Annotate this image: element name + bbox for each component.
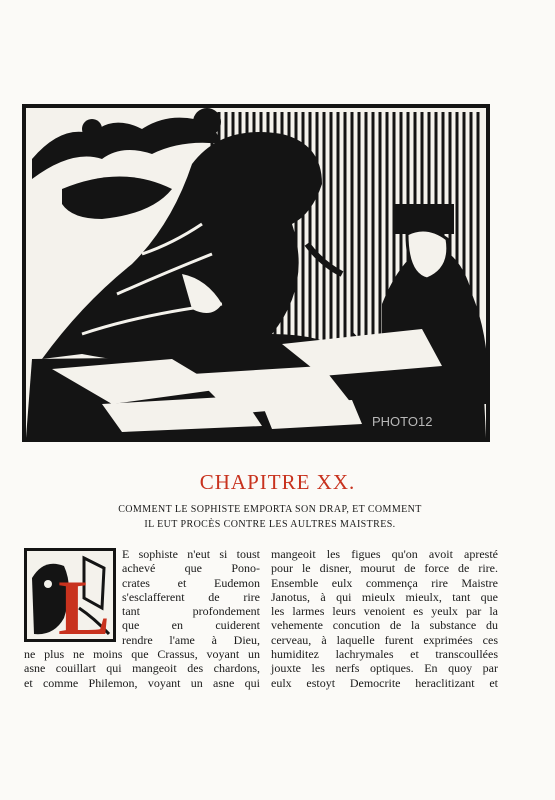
text-line: jouxte les nerfs optiques. En quoy par — [271, 661, 498, 676]
text-line: eulx estoyt Democrite heraclitizant et — [271, 675, 498, 690]
text-line: achevé que Pono- — [122, 561, 260, 576]
text-line: s'esclafferent de rire — [122, 589, 260, 604]
text-line: crates et Eudemon — [122, 575, 260, 590]
text-line: et comme Philemon, voyant un asne qui — [24, 675, 260, 690]
subtitle-line: COMMENT LE SOPHISTE EMPORTA SON DRAP, ET COMMENT — [118, 504, 422, 515]
text-line: humiditez lachrymales et transcoullées — [271, 647, 498, 662]
text-line: ne plus ne moins que Crassus, voyant un — [24, 647, 260, 661]
text-line: que en cuiderent — [122, 618, 260, 633]
woodcut-illustration — [22, 104, 490, 442]
text-line: Janotus, à qui mieulx mieulx, tant que — [271, 589, 498, 604]
drop-cap-letter: L — [58, 564, 111, 642]
body-right-column — [271, 547, 498, 690]
chapter-title: CHAPITRE XX. — [199, 470, 356, 494]
text-line: asne couillart qui mangeoit des chardons, — [24, 661, 260, 676]
text-line: E sophiste n'eut si toust — [122, 547, 260, 561]
text-line: tant profondement — [122, 604, 260, 619]
text-line: pour le disner, mourut de force de rire. — [271, 561, 498, 576]
text-line: Ensemble eulx commença rire Maistre — [271, 575, 498, 590]
body-left-full — [24, 647, 260, 690]
text-line: mangeoit les figues qu'on avoit apresté — [271, 547, 498, 561]
subtitle-line: IL EUT PROCÈS CONTRE LES AULTRES MAISTRES. — [144, 519, 396, 530]
drop-cap-illustration — [24, 548, 116, 642]
chapter-subtitle — [60, 502, 480, 532]
text-line: vehemente concution de la substance du — [271, 618, 498, 633]
body-left-wrapped — [122, 547, 260, 647]
text-line: cerveau, à laquelle furent exprimées ces — [271, 632, 498, 647]
text-line: les larmes leurs venoient es yeulx par la — [271, 604, 498, 619]
watermark-photo12-bottom: PHOTO12 — [372, 414, 433, 429]
text-line: rendre l'ame à Dieu, — [122, 632, 260, 647]
